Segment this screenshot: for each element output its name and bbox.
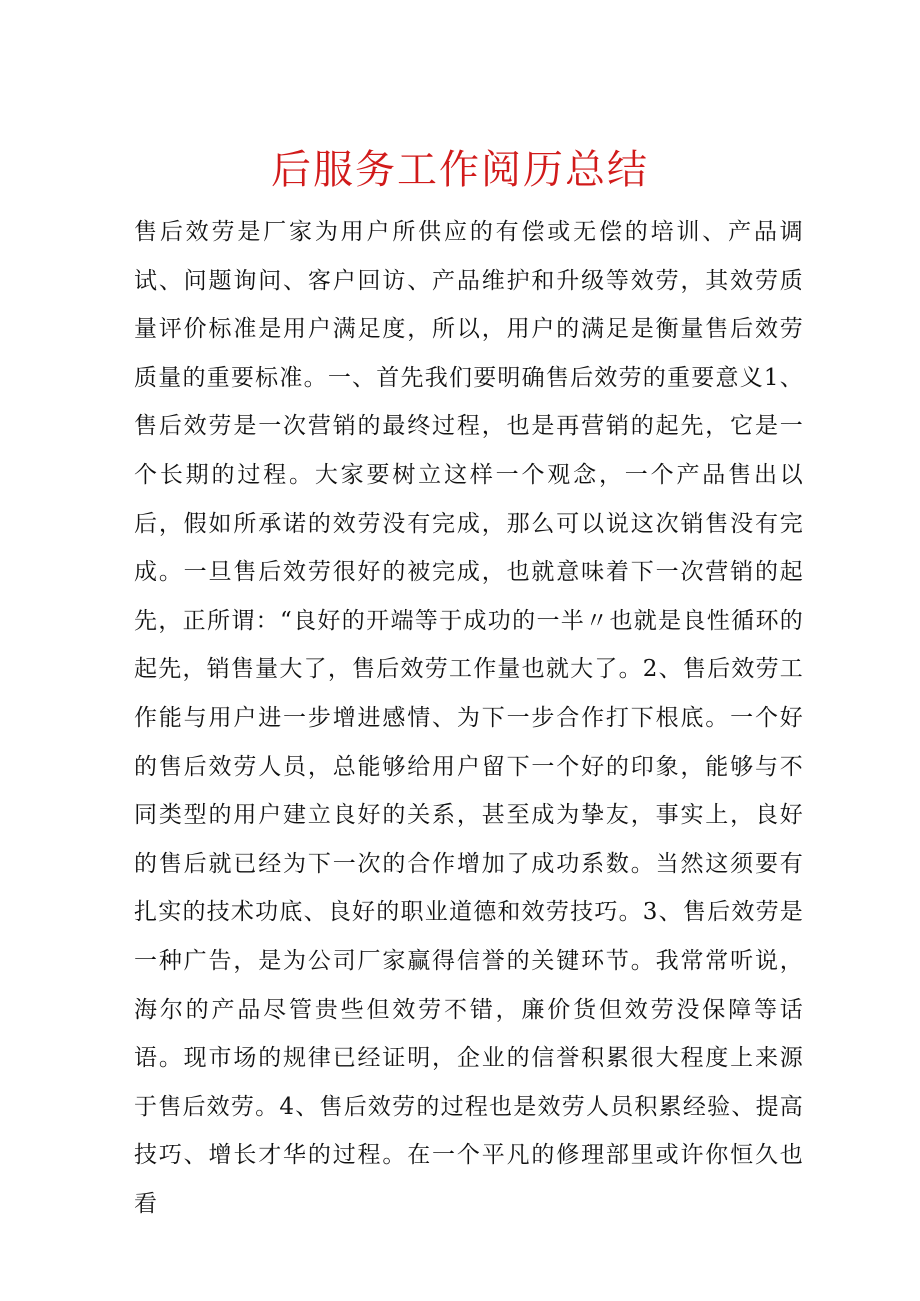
document-title: 后服务工作阅历总结 (271, 147, 649, 193)
body-paragraph: 售后效劳是厂家为用户所供应的有偿或无偿的培训、产品调试、问题询问、客户回访、产品维护和升级等效劳，其效劳质量评价标准是用户满足度，所以，用户的满足是衡量售后效劳质量的重要标准。一、首先我们要明确售后效劳的重要意义1、售后效劳是一次营销的最终过程，也是再营销的起先，它是一个长期的过程。大家要树立这样一个观念，一个产品售出以后，假如所承诺的效劳没有完成，那么可以说这次销售没有完成。一旦售后效劳很好的被完成，也就意味着下一次营销的起先，正所谓：“良好的开端等于成功的一半〃也就是良性循环的起先，销售量大了，售后效劳工作量也就大了。2、售后效劳工作能与用户进一步增进感情、为下一步合作打下根底。一个好的售后效劳人员，总能够给用户留下一个好的印象，能够与不同类型的用户建立良好的关系，甚至成为挚友，事实上，良好的售后就已经为下一次的合作增加了成功系数。当然这须要有扎实的技术功底、良好的职业道德和效劳技巧。3、售后效劳是一种广告，是为公司厂家赢得信誉的关键环节。我常常听说，海尔的产品尽管贵些但效劳不错，廉价货但效劳没保障等话语。现市场的规律已经证明，企业的信誉积累很大程度上来源于售后效劳。4、售后效劳的过程也是效劳人员积累经验、提高技巧、增长才华的过程。在一个平凡的修理部里或许你恒久也看 (134, 219, 804, 1217)
